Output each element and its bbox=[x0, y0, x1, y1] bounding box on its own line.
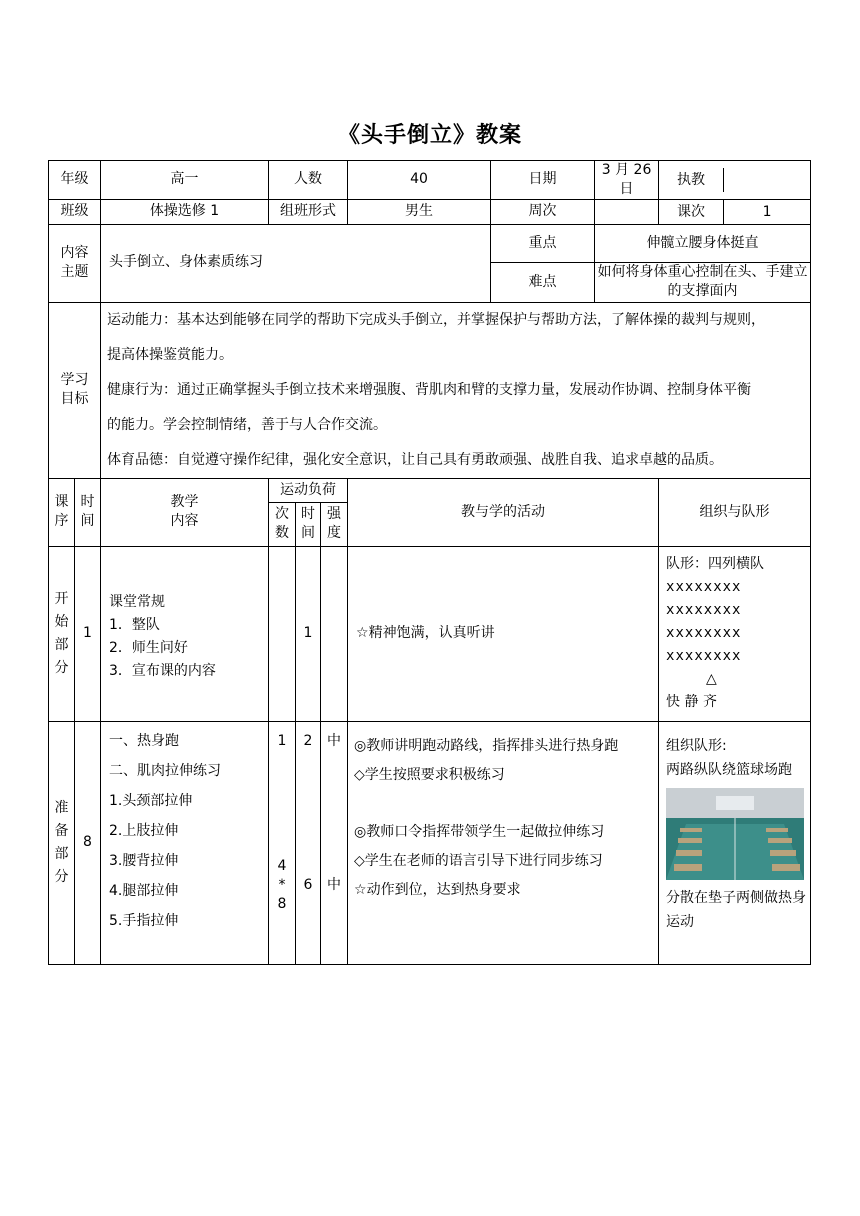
col-time-2: 间 bbox=[80, 513, 95, 530]
col-content-1: 教学 bbox=[170, 494, 199, 511]
start-seq bbox=[49, 546, 75, 721]
prep-content bbox=[101, 721, 269, 964]
prep-seq-1: 准 bbox=[54, 799, 69, 816]
teacher-label: 执教 bbox=[659, 168, 724, 192]
start-times bbox=[269, 546, 296, 721]
col-intensity bbox=[321, 502, 348, 546]
start-seq-3: 部 bbox=[54, 636, 69, 653]
col-duration-2: 间 bbox=[301, 525, 315, 542]
lesson-cell bbox=[659, 199, 811, 224]
document-title: 《头手倒立》教案 bbox=[337, 123, 522, 148]
class-label: 班级 bbox=[49, 199, 101, 224]
grade-value: 高一 bbox=[101, 161, 269, 200]
start-seq-1: 开 bbox=[54, 590, 69, 607]
key-value: 伸髋立腰身体挺直 bbox=[595, 224, 811, 262]
goal-morality: 体育品德：自觉遵守操作纪律，强化安全意识，让自己具有勇敢顽强、战胜自我、追求卓越的品质。 bbox=[107, 451, 723, 468]
col-content bbox=[101, 478, 269, 546]
difficulty-label: 难点 bbox=[491, 262, 595, 302]
goals-label-line1: 学习 bbox=[60, 372, 89, 389]
prep-seq-2: 备 bbox=[54, 822, 69, 839]
prep-act-2: ◇学生按照要求积极练习 bbox=[354, 766, 505, 783]
content-topic-text: 头手倒立、身体素质练习 bbox=[109, 253, 263, 270]
col-load: 运动负荷 bbox=[269, 478, 348, 502]
start-activity: ☆精神饱满，认真听讲 bbox=[348, 546, 659, 721]
prep-seq bbox=[49, 721, 75, 964]
prep-item-7: 5.手指拉伸 bbox=[109, 912, 179, 929]
teacher-cell bbox=[659, 161, 811, 200]
col-time-1: 时 bbox=[80, 494, 95, 511]
prep-item-1: 一、热身跑 bbox=[109, 732, 179, 749]
col-seq-2: 序 bbox=[54, 513, 69, 530]
prep-act-5: ☆动作到位，达到热身要求 bbox=[354, 881, 521, 898]
goals-text bbox=[101, 302, 811, 478]
date-label-text: 日期 bbox=[528, 171, 557, 188]
goal-ability-line1: 运动能力：基本达到能够在同学的帮助下完成头手倒立，并掌握保护与帮助方法，了解体操的裁判与规则， bbox=[107, 311, 765, 328]
prep-item-6: 4.腿部拉伸 bbox=[109, 882, 179, 899]
section-prep bbox=[49, 721, 811, 964]
prep-org-note: 分散在垫子两侧做热身运动 bbox=[666, 889, 807, 930]
prep-org-desc: 两路纵队绕篮球场跑 bbox=[666, 761, 793, 778]
goals-label bbox=[49, 302, 101, 478]
difficulty-value: 如何将身体重心控制在头、手建立的支撑面内 bbox=[595, 262, 811, 302]
start-slogan: 快 静 齐 bbox=[666, 694, 717, 711]
count-label: 人数 bbox=[269, 161, 348, 200]
prep-times-2b: * bbox=[278, 876, 286, 893]
formation-row-4: xxxxxxxx bbox=[666, 648, 742, 665]
goals-label-line2: 目标 bbox=[60, 391, 89, 408]
prep-item-3: 1.头颈部拉伸 bbox=[109, 792, 193, 809]
prep-duration-2: 6 bbox=[303, 876, 313, 893]
date-value: 3 月 26 日 bbox=[595, 161, 659, 200]
col-intensity-2: 度 bbox=[327, 525, 342, 542]
start-item-4: 3．宣布课的内容 bbox=[109, 662, 216, 679]
start-time: 1 bbox=[75, 546, 101, 721]
col-times-1: 次 bbox=[275, 506, 289, 523]
lesson-value: 1 bbox=[762, 203, 772, 220]
col-times-2: 数 bbox=[275, 525, 289, 542]
prep-act-1: ◎教师讲明跑动路线，指挥排头进行热身跑 bbox=[354, 737, 619, 754]
col-duration-1: 时 bbox=[301, 506, 315, 523]
prep-item-4: 2.上肢拉伸 bbox=[109, 822, 179, 839]
prep-times bbox=[269, 721, 296, 964]
col-intensity-1: 强 bbox=[327, 506, 342, 523]
prep-intensity-2: 中 bbox=[327, 876, 342, 893]
prep-item-5: 3.腰背拉伸 bbox=[109, 852, 179, 869]
start-org bbox=[659, 546, 811, 721]
prep-act-4: ◇学生在老师的语言引导下进行同步练习 bbox=[354, 852, 603, 869]
prep-activity bbox=[348, 721, 659, 964]
start-seq-2: 始 bbox=[54, 613, 69, 630]
content-label-line1: 内容 bbox=[60, 245, 89, 262]
count-value: 40 bbox=[348, 161, 491, 200]
formation-row-3: xxxxxxxx bbox=[666, 625, 742, 642]
formation-row-1: xxxxxxxx bbox=[666, 579, 742, 596]
goal-health-line2: 的能力。学会控制情绪，善于与人合作交流。 bbox=[107, 416, 387, 433]
prep-times-1: 1 bbox=[277, 732, 287, 749]
class-value: 体操选修 1 bbox=[101, 199, 269, 224]
week-value bbox=[595, 199, 659, 224]
start-intensity bbox=[321, 546, 348, 721]
prep-seq-4: 分 bbox=[54, 868, 69, 885]
goal-health-line1: 健康行为：通过正确掌握头手倒立技术来增强腹、背肌肉和臂的支撑力量，发展动作协调、控制身体平衡 bbox=[107, 381, 751, 398]
content-theme-label bbox=[49, 224, 101, 302]
prep-time: 8 bbox=[75, 721, 101, 964]
start-duration: 1 bbox=[296, 546, 321, 721]
date-cell bbox=[491, 161, 595, 200]
section-start bbox=[49, 546, 811, 721]
prep-intensity bbox=[321, 721, 348, 964]
col-seq bbox=[49, 478, 75, 546]
start-org-title: 队形：四列横队 bbox=[666, 556, 765, 573]
goal-ability-line2: 提高体操鉴赏能力。 bbox=[107, 346, 233, 363]
start-item-3: 2．师生问好 bbox=[109, 639, 188, 656]
col-times bbox=[269, 502, 296, 546]
lesson-plan-table bbox=[48, 160, 811, 965]
grade-label: 年级 bbox=[49, 161, 101, 200]
prep-seq-3: 部 bbox=[54, 845, 69, 862]
start-item-1: 课堂常规 bbox=[109, 593, 165, 610]
gym-photo bbox=[666, 788, 804, 880]
prep-org-title: 组织队形: bbox=[666, 737, 727, 754]
formation-row-2: xxxxxxxx bbox=[666, 602, 742, 619]
prep-times-2a: 4 bbox=[277, 857, 287, 874]
form-label: 组班形式 bbox=[269, 199, 348, 224]
lesson-label: 课次 bbox=[659, 200, 724, 224]
prep-item-2: 二、肌肉拉伸练习 bbox=[109, 762, 221, 779]
prep-times-2c: 8 bbox=[277, 895, 287, 912]
col-content-2: 内容 bbox=[170, 513, 199, 530]
start-seq-4: 分 bbox=[54, 659, 69, 676]
teacher-value bbox=[724, 168, 810, 192]
week-label-text: 周次 bbox=[528, 203, 557, 220]
key-label: 重点 bbox=[491, 224, 595, 262]
teacher-position-icon: △ bbox=[706, 671, 717, 688]
prep-intensity-1: 中 bbox=[327, 732, 342, 749]
prep-act-3: ◎教师口令指挥带领学生一起做拉伸练习 bbox=[354, 823, 605, 840]
prep-org bbox=[659, 721, 811, 964]
col-seq-1: 课 bbox=[54, 494, 69, 511]
start-content bbox=[101, 546, 269, 721]
col-org: 组织与队形 bbox=[659, 478, 811, 546]
start-item-2: 1．整队 bbox=[109, 616, 160, 633]
prep-duration bbox=[296, 721, 321, 964]
prep-duration-1: 2 bbox=[303, 732, 313, 749]
col-activity: 教与学的活动 bbox=[348, 478, 659, 546]
col-time bbox=[75, 478, 101, 546]
content-label-line2: 主题 bbox=[60, 264, 89, 281]
col-duration bbox=[296, 502, 321, 546]
week-cell bbox=[491, 199, 595, 224]
form-value: 男生 bbox=[348, 199, 491, 224]
content-topic bbox=[101, 224, 491, 302]
